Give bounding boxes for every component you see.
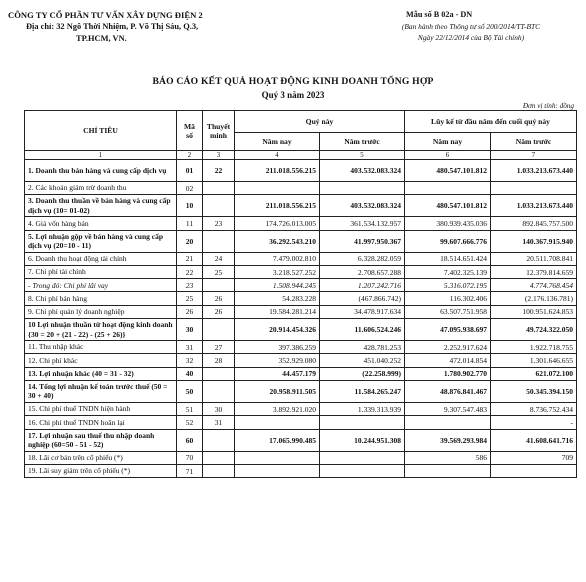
income-statement-table [24,110,577,478]
ytd-this-year-value: 1.780.902.770 [405,367,491,380]
table-row [25,160,577,182]
quarter-this-year-value: 174.726.013.005 [235,217,320,230]
ytd-last-year-value [491,464,577,477]
table-row [25,217,577,230]
quarter-last-year-value: 403.532.083.324 [320,160,405,182]
table-row [25,252,577,265]
table-row [25,429,577,451]
row-label: 5. Lợi nhuận gộp về bán hàng và cung cấp dịch vụ (20=10 - 11) [25,230,177,252]
table-row [25,319,577,341]
ytd-this-year-value: 48.876.841.467 [405,380,491,402]
header-ytd-last-year: Năm trước [491,133,577,151]
ytd-last-year-value: 709 [491,451,577,464]
ytd-this-year-value: 116.302.406 [405,292,491,305]
row-note [203,380,235,402]
row-code: 26 [177,305,203,318]
ytd-last-year-value: (2.176.136.781) [491,292,577,305]
row-code: 02 [177,182,203,195]
quarter-this-year-value: 44.457.179 [235,367,320,380]
row-note [203,182,235,195]
row-note: 24 [203,252,235,265]
quarter-last-year-value [320,182,405,195]
quarter-last-year-value [320,451,405,464]
row-label: 16. Chi phí thuế TNDN hoãn lại [25,416,177,429]
ytd-this-year-value: 18.514.651.424 [405,252,491,265]
quarter-this-year-value: 3.892.921.020 [235,402,320,415]
quarter-this-year-value [235,416,320,429]
ytd-this-year-value: 63.507.751.958 [405,305,491,318]
ytd-this-year-value [405,182,491,195]
table-row [25,451,577,464]
company-name: CÔNG TY CỔ PHẦN TƯ VẤN XÂY DỰNG ĐIỆN 2 [8,10,203,20]
ytd-this-year-value: 480.547.101.812 [405,160,491,182]
company-city: TP.HCM, VN. [76,34,127,43]
row-code: 30 [177,319,203,341]
ytd-this-year-value: 480.547.101.812 [405,195,491,217]
ytd-last-year-value: 50.345.394.150 [491,380,577,402]
row-code: 50 [177,380,203,402]
quarter-last-year-value: 34.478.917.634 [320,305,405,318]
ytd-last-year-value: 1.033.213.673.440 [491,195,577,217]
table-row [25,380,577,402]
row-note: 31 [203,416,235,429]
table-row [25,230,577,252]
column-number: 6 [405,151,491,160]
ytd-this-year-value: 47.095.938.697 [405,319,491,341]
form-note-2: Ngày 22/12/2014 của Bộ Tài chính) [417,33,525,42]
ytd-last-year-value: 49.724.322.050 [491,319,577,341]
unit-label: Đơn vị tính: đồng [522,102,574,110]
table-row [25,292,577,305]
company-header [8,9,308,45]
ytd-last-year-value: 1.301.646.655 [491,354,577,367]
column-number-row [25,151,577,160]
ytd-this-year-value: 2.252.917.624 [405,341,491,354]
quarter-last-year-value: 428.781.253 [320,341,405,354]
row-note: 23 [203,217,235,230]
row-note: 30 [203,402,235,415]
ytd-last-year-value: 100.951.624.853 [491,305,577,318]
ytd-this-year-value [405,416,491,429]
row-note: 27 [203,341,235,354]
quarter-last-year-value: 41.997.950.367 [320,230,405,252]
row-label: - Trong đó: Chi phí lãi vay [25,279,177,292]
row-note [203,464,235,477]
ytd-last-year-value: 140.367.915.940 [491,230,577,252]
quarter-this-year-value [235,182,320,195]
quarter-last-year-value: 11.584.265.247 [320,380,405,402]
form-header [366,9,576,44]
quarter-last-year-value: 403.532.083.324 [320,195,405,217]
row-label: 15. Chi phí thuế TNDN hiện hành [25,402,177,415]
row-note: 26 [203,305,235,318]
column-number: 5 [320,151,405,160]
row-label: 9. Chi phí quản lý doanh nghiệp [25,305,177,318]
ytd-this-year-value: 9.307.547.483 [405,402,491,415]
column-number: 4 [235,151,320,160]
column-number: 1 [25,151,177,160]
ytd-last-year-value: - [491,416,577,429]
ytd-this-year-value: 39.569.293.984 [405,429,491,451]
table-row [25,305,577,318]
header-code: Mã số [177,111,203,151]
quarter-this-year-value: 211.018.556.215 [235,195,320,217]
ytd-last-year-value: 41.608.641.716 [491,429,577,451]
ytd-last-year-value: 1.922.718.755 [491,341,577,354]
ytd-last-year-value: 20.511.708.841 [491,252,577,265]
ytd-this-year-value: 380.939.435.036 [405,217,491,230]
header-ytd-this-year: Năm nay [405,133,491,151]
quarter-this-year-value: 352.929.080 [235,354,320,367]
ytd-last-year-value: 892.845.757.500 [491,217,577,230]
header-quarter: Quý này [235,111,405,133]
row-code: 32 [177,354,203,367]
quarter-last-year-value: 361.534.132.957 [320,217,405,230]
row-label: 10 Lợi nhuận thuần từ hoạt động kinh doanh {30 = 20 + (21 - 22) - (25 + 26)} [25,319,177,341]
column-number: 7 [491,151,577,160]
row-code: 71 [177,464,203,477]
row-note: 25 [203,265,235,278]
row-label: 7. Chi phí tài chính [25,265,177,278]
row-label: 1. Doanh thu bán hàng và cung cấp dịch vụ [25,160,177,182]
row-code: 25 [177,292,203,305]
row-code: 52 [177,416,203,429]
quarter-this-year-value: 17.065.990.485 [235,429,320,451]
table-body [25,160,577,478]
header-quarter-last-year: Năm trước [320,133,405,151]
quarter-this-year-value: 3.218.527.252 [235,265,320,278]
row-code: 70 [177,451,203,464]
row-code: 40 [177,367,203,380]
quarter-last-year-value: 11.606.524.246 [320,319,405,341]
row-code: 51 [177,402,203,415]
table-row [25,464,577,477]
quarter-last-year-value: 10.244.951.308 [320,429,405,451]
column-number: 3 [203,151,235,160]
quarter-this-year-value [235,451,320,464]
quarter-last-year-value: (467.866.742) [320,292,405,305]
form-note-1: (Ban hành theo Thông tư số 200/2014/TT-BTC [401,21,541,31]
row-label: 12. Chi phí khác [25,354,177,367]
ytd-last-year-value: 4.774.768.454 [491,279,577,292]
quarter-this-year-value: 36.292.543.210 [235,230,320,252]
ytd-this-year-value: 5.316.072.195 [405,279,491,292]
form-code: Mẫu số B 02a - DN [406,10,473,19]
table-row [25,354,577,367]
row-label: 4. Giá vốn hàng bán [25,217,177,230]
row-label: 3. Doanh thu thuần về bán hàng và cung cấp dịch vụ (10= 01-02) [25,195,177,217]
quarter-last-year-value: 1.207.242.716 [320,279,405,292]
quarter-this-year-value: 397.386.259 [235,341,320,354]
table-row [25,265,577,278]
quarter-last-year-value [320,416,405,429]
row-code: 60 [177,429,203,451]
quarter-last-year-value: 2.708.657.288 [320,265,405,278]
ytd-last-year-value: 8.736.752.434 [491,402,577,415]
row-label: 2. Các khoản giảm trừ doanh thu [25,182,177,195]
table-row [25,341,577,354]
row-label: 18. Lãi cơ bản trên cổ phiếu (*) [25,451,177,464]
table-row [25,182,577,195]
quarter-this-year-value: 7.479.002.810 [235,252,320,265]
table-row [25,367,577,380]
table-row [25,195,577,217]
quarter-this-year-value: 20.958.911.505 [235,380,320,402]
ytd-this-year-value: 7.402.325.139 [405,265,491,278]
row-label: 19. Lãi suy giảm trên cổ phiếu (*) [25,464,177,477]
quarter-this-year-value: 54.283.228 [235,292,320,305]
quarter-this-year-value: 20.914.454.326 [235,319,320,341]
ytd-this-year-value [405,464,491,477]
row-code: 31 [177,341,203,354]
row-label: 11. Thu nhập khác [25,341,177,354]
table-row [25,279,577,292]
table-row [25,402,577,415]
row-note [203,451,235,464]
header-item: CHỈ TIÊU [25,111,177,151]
quarter-this-year-value [235,464,320,477]
row-label: 13. Lợi nhuận khác (40 = 31 - 32) [25,367,177,380]
column-number: 2 [177,151,203,160]
row-code: 11 [177,217,203,230]
row-code: 10 [177,195,203,217]
ytd-last-year-value: 621.072.100 [491,367,577,380]
quarter-last-year-value: 451.040.252 [320,354,405,367]
report-title: BÁO CÁO KẾT QUẢ HOẠT ĐỘNG KINH DOANH TỔNG HỢP [152,76,434,87]
row-note [203,230,235,252]
ytd-last-year-value [491,182,577,195]
row-note: 28 [203,354,235,367]
row-code: 22 [177,265,203,278]
row-label: 8. Chi phí bán hàng [25,292,177,305]
row-code: 20 [177,230,203,252]
company-address: Địa chỉ: 32 Ngô Thời Nhiệm, P. Võ Thị Sáu, Q.3, [26,22,199,31]
row-code: 23 [177,279,203,292]
row-code: 01 [177,160,203,182]
row-note: 22 [203,160,235,182]
quarter-this-year-value: 1.508.944.245 [235,279,320,292]
header-note: Thuyết minh [203,111,235,151]
ytd-last-year-value: 1.033.213.673.440 [491,160,577,182]
quarter-last-year-value: 6.328.282.059 [320,252,405,265]
quarter-last-year-value [320,464,405,477]
quarter-last-year-value: (22.258.999) [320,367,405,380]
row-note [203,429,235,451]
row-label: 17. Lợi nhuận sau thuế thu nhập doanh nghiệp (60=50 - 51 - 52) [25,429,177,451]
header-ytd: Lũy kế từ đầu năm đến cuối quý này [405,111,577,133]
row-note: 26 [203,292,235,305]
row-note [203,367,235,380]
ytd-this-year-value: 586 [405,451,491,464]
quarter-this-year-value: 19.584.281.214 [235,305,320,318]
row-label: 14. Tổng lợi nhuận kế toán trước thuế (50 = 30 + 40) [25,380,177,402]
ytd-this-year-value: 99.607.666.776 [405,230,491,252]
ytd-this-year-value: 472.014.854 [405,354,491,367]
row-note [203,279,235,292]
quarter-this-year-value: 211.018.556.215 [235,160,320,182]
quarter-last-year-value: 1.339.313.939 [320,402,405,415]
ytd-last-year-value: 12.379.814.659 [491,265,577,278]
header-quarter-this-year: Năm nay [235,133,320,151]
row-code: 21 [177,252,203,265]
row-label: 6. Doanh thu hoạt động tài chính [25,252,177,265]
row-note [203,319,235,341]
report-period: Quý 3 năm 2023 [261,90,325,100]
row-note [203,195,235,217]
table-row [25,416,577,429]
